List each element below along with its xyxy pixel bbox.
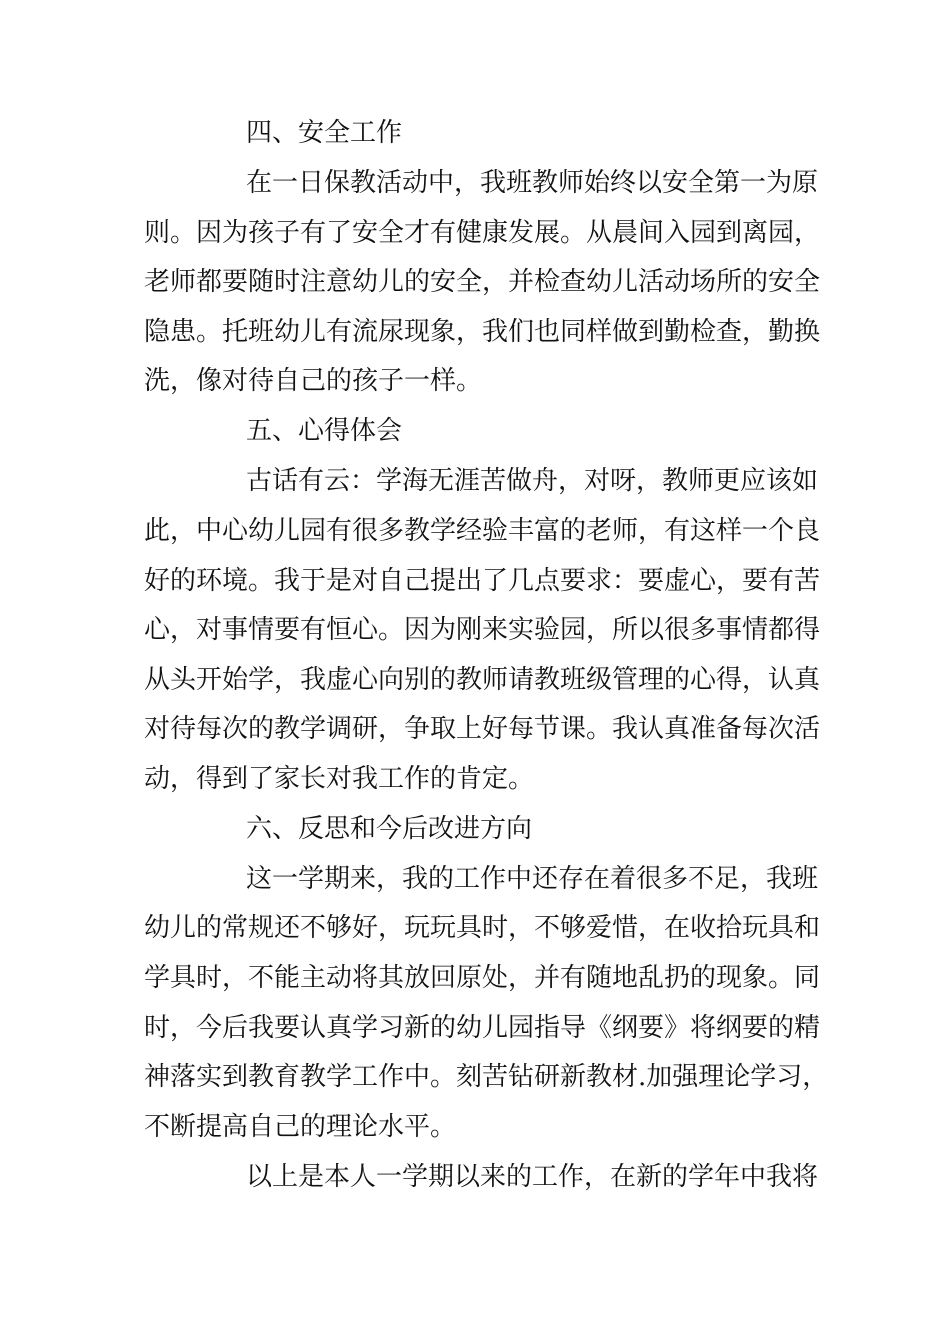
paragraph-line: 心，对事情要有恒心。因为刚来实验园，所以很多事情都得 [144, 615, 821, 645]
paragraph-line: 以上是本人一学期以来的工作，在新的学年中我将 [246, 1162, 819, 1192]
section-heading-experience: 五、心得体会 [246, 416, 403, 446]
paragraph-line: 洗，像对待自己的孩子一样。 [144, 366, 483, 396]
paragraph-line: 在一日保教活动中，我班教师始终以安全第一为原 [246, 168, 819, 198]
paragraph-line: 隐患。托班幼儿有流尿现象，我们也同样做到勤检查，勤换 [144, 317, 821, 347]
paragraph-line: 老师都要随时注意幼儿的安全，并检查幼儿活动场所的安全 [144, 267, 821, 297]
section-heading-safety: 四、安全工作 [246, 118, 403, 148]
paragraph-line: 对待每次的教学调研，争取上好每节课。我认真准备每次活 [144, 714, 821, 744]
paragraph-line: 动，得到了家长对我工作的肯定。 [144, 764, 535, 794]
paragraph-line: 好的环境。我于是对自己提出了几点要求：要虚心，要有苦 [144, 566, 821, 596]
paragraph-line: 神落实到教育教学工作中。刻苦钻研新教材.加强理论学习， [144, 1062, 829, 1092]
paragraph-line: 学具时，不能主动将其放回原处，并有随地乱扔的现象。同 [144, 963, 821, 993]
paragraph-line: 不断提高自己的理论水平。 [144, 1112, 457, 1142]
section-heading-reflection: 六、反思和今后改进方向 [246, 814, 533, 844]
paragraph-line: 幼儿的常规还不够好，玩玩具时，不够爱惜，在收拾玩具和 [144, 913, 821, 943]
paragraph-line: 则。因为孩子有了安全才有健康发展。从晨间入园到离园， [144, 218, 821, 248]
paragraph-line: 时，今后我要认真学习新的幼儿园指导《纲要》将纲要的精 [144, 1013, 821, 1043]
paragraph-line: 此，中心幼儿园有很多教学经验丰富的老师，有这样一个良 [144, 516, 821, 546]
paragraph-line: 从头开始学，我虚心向别的教师请教班级管理的心得，认真 [144, 665, 821, 695]
paragraph-line: 古话有云：学海无涯苦做舟，对呀，教师更应该如 [246, 466, 819, 496]
paragraph-line: 这一学期来，我的工作中还存在着很多不足，我班 [246, 864, 819, 894]
